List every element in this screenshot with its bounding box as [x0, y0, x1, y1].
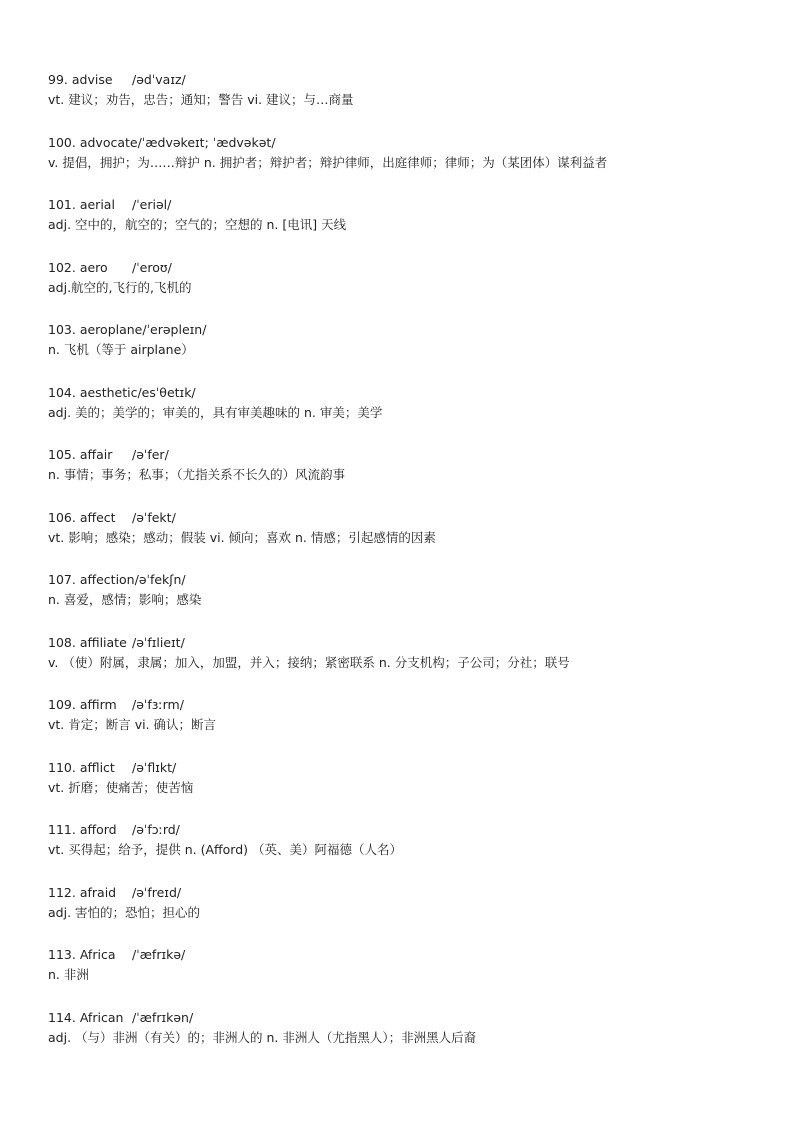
entry-number: 111.: [48, 822, 76, 837]
entry-number: 105.: [48, 447, 76, 462]
entry-headword-line: [48, 633, 748, 653]
entry-definition: vt. 折磨；使痛苦；使苦恼: [48, 779, 194, 795]
entry-definition: n. 喜爱，感情；影响；感染: [48, 592, 202, 607]
entry-number: 109.: [48, 697, 76, 712]
entry-headword-line: [48, 133, 748, 153]
entry-word-text: affect: [79, 509, 116, 525]
entry-definition: adj. （与）非洲（有关）的；非洲人的 n. 非洲人（尤指黑人）；非洲黑人后裔: [48, 1029, 477, 1045]
entry-phonetic: /ˈeriəl/: [132, 197, 172, 212]
entry-headword-line: [48, 195, 748, 215]
entry-word-text: African: [79, 1009, 124, 1025]
entry-word-text: afraid: [79, 884, 117, 900]
entry-word: [48, 1008, 132, 1028]
entry-definition: vt. 影响；感染；感动；假装 vi. 倾向；喜欢 n. 情感；引起感情的因素: [48, 529, 436, 545]
entry-definition: v. 提倡，拥护；为……辩护 n. 拥护者；辩护者；辩护律师，出庭律师；律师；为（某团体）谋利益者: [48, 154, 608, 170]
vocab-entry: [48, 70, 748, 133]
entry-number: 107.: [48, 572, 76, 587]
entry-number: 103.: [48, 322, 76, 337]
entry-word-text: afford: [79, 822, 117, 837]
entry-word-text: Africa: [79, 947, 116, 962]
entry-number: 102.: [48, 259, 76, 275]
entry-word-text: advise: [71, 72, 113, 87]
entry-definition: n. 非洲: [48, 967, 89, 982]
entry-definition: adj.航空的,飞行的,飞机的: [48, 279, 192, 295]
entry-definition: vt. 买得起；给予，提供 n. (Afford) （英、美）阿福德（人名）: [48, 842, 402, 857]
entry-word: [48, 883, 132, 903]
entry-word-text: aero: [79, 259, 108, 275]
entry-word-text: afflict: [79, 759, 115, 775]
entry-definition: adj. 美的；美学的；审美的，具有审美趣味的 n. 审美；美学: [48, 404, 383, 420]
entry-word-text: aesthetic: [79, 384, 138, 400]
entry-word: [48, 133, 138, 153]
entry-phonetic: /əˈflɪkt/: [132, 759, 177, 775]
entry-definition: n. 飞机（等于 airplane）: [48, 342, 194, 357]
entry-word-text: aeroplane: [79, 322, 143, 337]
vocab-entry: [48, 758, 748, 821]
entry-phonetic: /ˈæfrɪkən/: [132, 1009, 194, 1025]
entry-word-text: affiliate: [79, 634, 127, 650]
entry-word: [48, 445, 132, 465]
entry-headword-line: [48, 383, 748, 403]
entry-word: [48, 383, 137, 403]
entry-phonetic: /esˈθetɪk/: [137, 384, 196, 400]
entry-word-text: affirm: [79, 697, 117, 712]
entry-number: 101.: [48, 197, 76, 212]
entry-number: 114.: [48, 1009, 76, 1025]
vocab-entry: [48, 883, 748, 946]
entry-number: 100.: [48, 134, 76, 150]
entry-word: [48, 570, 135, 590]
entry-phonetic: /əˈfɜːrm/: [132, 697, 184, 712]
vocabulary-list: [48, 70, 748, 1070]
entry-word-text: affection: [79, 572, 135, 587]
vocab-entry: [48, 695, 748, 758]
vocab-entry: [48, 633, 748, 696]
entry-headword-line: [48, 570, 748, 590]
entry-headword-line: [48, 445, 748, 465]
entry-word: [48, 195, 132, 215]
entry-definition: adj. 害怕的；恐怕；担心的: [48, 904, 201, 920]
entry-headword-line: [48, 820, 748, 840]
entry-phonetic: /əˈfɪlieɪt/: [132, 634, 185, 650]
entry-headword-line: [48, 508, 748, 528]
entry-phonetic: /ˈerəpleɪn/: [142, 322, 207, 337]
vocab-entry: [48, 508, 748, 571]
entry-headword-line: [48, 695, 748, 715]
vocab-entry: [48, 195, 748, 258]
vocab-entry: [48, 383, 748, 446]
entry-word: [48, 633, 132, 653]
entry-definition: adj. 空中的，航空的；空气的；空想的 n. [电讯] 天线: [48, 217, 347, 232]
entry-headword-line: [48, 883, 748, 903]
vocab-entry: [48, 570, 748, 633]
entry-headword-line: [48, 320, 748, 340]
entry-phonetic: /əˈfreɪd/: [132, 884, 182, 900]
entry-headword-line: [48, 945, 748, 965]
entry-headword-line: [48, 70, 748, 90]
entry-phonetic: /əˈfɔːrd/: [132, 822, 180, 837]
entry-word: [48, 820, 132, 840]
entry-phonetic: /əˈfekʃn/: [134, 572, 186, 587]
entry-definition: v. （使）附属，隶属；加入，加盟，并入；接纳；紧密联系 n. 分支机构；子公司；分社；联号: [48, 654, 570, 670]
entry-definition: vt. 建议；劝告，忠告；通知；警告 vi. 建议；与…商量: [48, 92, 354, 107]
entry-number: 104.: [48, 384, 76, 400]
entry-headword-line: [48, 1008, 748, 1028]
vocab-entry: [48, 258, 748, 321]
entry-word-text: aerial: [79, 197, 115, 212]
vocab-entry: [48, 820, 748, 883]
vocab-entry: [48, 1008, 748, 1071]
vocab-entry: [48, 320, 748, 383]
vocab-entry: [48, 445, 748, 508]
entry-word: [48, 258, 132, 278]
entry-word: [48, 758, 132, 778]
entry-word: [48, 320, 142, 340]
entry-phonetic: /ˈeroʊ/: [132, 259, 172, 275]
vocab-entry: [48, 133, 748, 196]
entry-word: [48, 945, 132, 965]
entry-word-text: advocate: [79, 134, 138, 150]
vocab-entry: [48, 945, 748, 1008]
entry-phonetic: /ədˈvaɪz/: [132, 72, 186, 87]
entry-number: 106.: [48, 509, 76, 525]
entry-number: 99.: [48, 72, 68, 87]
entry-phonetic: /əˈfekt/: [132, 509, 176, 525]
entry-number: 112.: [48, 884, 76, 900]
entry-word: [48, 508, 132, 528]
entry-phonetic: /əˈfer/: [132, 447, 169, 462]
entry-word: [48, 70, 132, 90]
entry-definition: vt. 肯定；断言 vi. 确认；断言: [48, 717, 217, 732]
entry-word: [48, 695, 132, 715]
entry-headword-line: [48, 258, 748, 278]
entry-definition: n. 事情；事务；私事；（尤指关系不长久的）风流韵事: [48, 467, 346, 482]
entry-phonetic: /ˈæfrɪkə/: [132, 947, 186, 962]
entry-word-text: affair: [79, 447, 113, 462]
entry-number: 110.: [48, 759, 76, 775]
entry-headword-line: [48, 758, 748, 778]
entry-number: 108.: [48, 634, 76, 650]
entry-number: 113.: [48, 947, 76, 962]
entry-phonetic: /ˈædvəkeɪt; ˈædvəkət/: [137, 134, 276, 150]
